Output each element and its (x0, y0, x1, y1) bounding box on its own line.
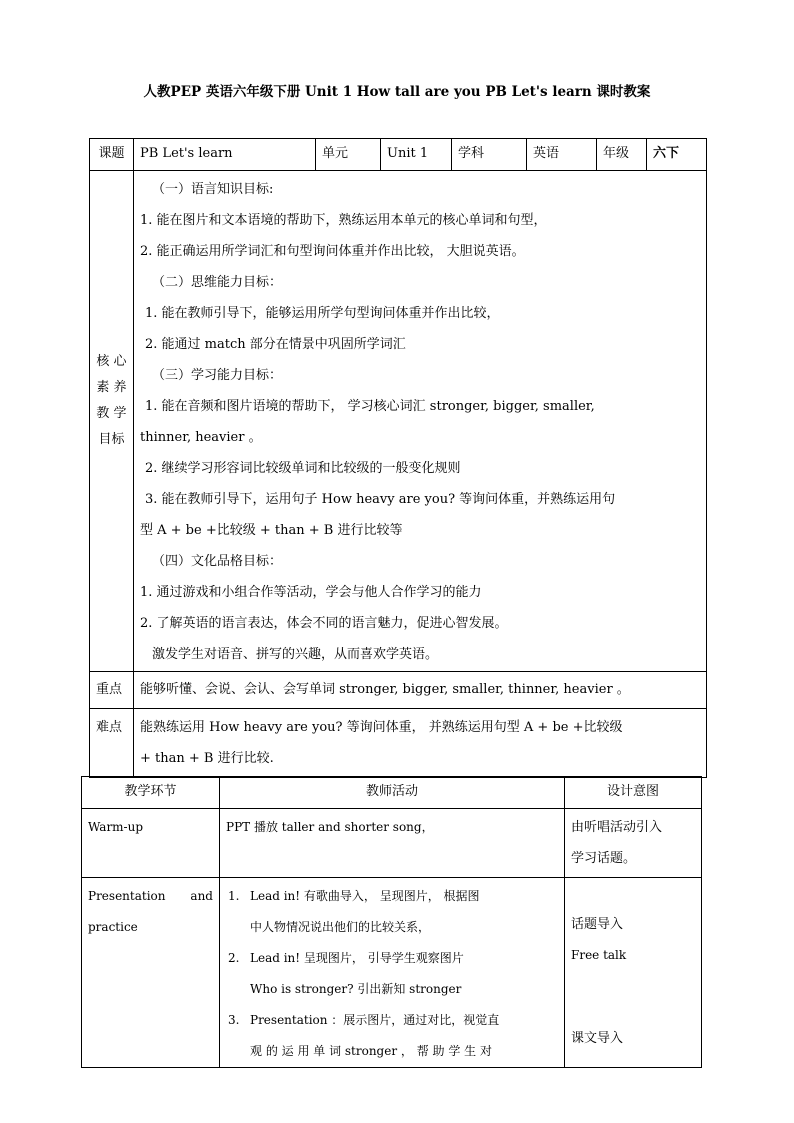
difficult-line: + than + B 进行比较. (140, 751, 274, 766)
unit-key: 单元 (322, 146, 349, 161)
stage-line: practice (88, 920, 138, 934)
item-number: 3. (228, 1013, 240, 1027)
objective-line: 2. 继续学习形容词比较级单词和比较级的一般变化规则 (145, 461, 461, 476)
activity-item (228, 881, 558, 943)
item-line: 中人物情况说出他们的比较关系， (250, 920, 431, 934)
unit-value: Unit 1 (387, 146, 429, 161)
difficult-point-row (90, 709, 707, 778)
intent-line: 学习话题。 (571, 851, 637, 866)
item-line: Who is stronger? 引出新知 stronger (250, 982, 462, 996)
intent-line: 课文导入 (571, 1031, 624, 1046)
topic-value: PB Let's learn (140, 146, 233, 161)
item-line: Presentation ：展示图片，通过对比，视觉直 (250, 1013, 500, 1027)
key-point-label: 重点 (96, 682, 123, 697)
core-objectives-row (90, 171, 707, 672)
objective-line: 1. 能在教师引导下，能够运用所学句型询问体重并作出比较， (145, 306, 500, 321)
stage-presentation (82, 878, 219, 946)
objective-line: 3. 能在教师引导下，运用句子 How heavy are you? 等询问体重，并熟练运用句 (145, 492, 616, 507)
objective-line: 1. 能在音频和图片语境的帮助下， 学习核心词汇 stronger, bigger, smaller, (145, 399, 595, 414)
item-line: Lead in! 有歌曲导入， 呈现图片， 根据图 (250, 889, 480, 903)
grade-value: 六下 (653, 146, 680, 161)
objective-line: 2. 能正确运用所学词汇和句型询问体重并作出比较， 大胆说英语。 (140, 244, 525, 259)
core-objectives (134, 171, 706, 670)
objective-line: 1. 能在图片和文本语境的帮助下，熟练运用本单元的核心单词和句型， (140, 213, 547, 228)
section-heading: （二）思维能力目标： (152, 275, 283, 290)
header-intent: 设计意图 (606, 784, 659, 799)
item-line: Lead in! 呈现图片， 引导学生观察图片 (250, 951, 464, 965)
intent-presentation (565, 878, 701, 1054)
topic-key: 课题 (98, 146, 125, 161)
objective-line: 型 A + be +比较级 + than + B 进行比较等 (140, 523, 403, 538)
process-table (81, 776, 702, 1068)
activity-item (228, 1005, 558, 1067)
activity-warmup: PPT 播放 taller and shorter song， (226, 820, 434, 834)
info-row (90, 139, 707, 171)
stage-line (88, 881, 213, 912)
objective-line: 2. 了解英语的语言表达，体会不同的语言魅力，促进心智发展。 (140, 616, 508, 631)
item-line: 观 的 运 用 单 词 stronger ， 帮 助 学 生 对 (250, 1044, 492, 1058)
objective-line: thinner, heavier 。 (140, 430, 262, 445)
activity-item (228, 943, 558, 1005)
objective-line: 激发学生对语音、拼写的兴趣，从而喜欢学英语。 (152, 647, 439, 662)
presentation-row (82, 878, 702, 1068)
section-heading: （四）文化品格目标： (152, 554, 283, 569)
intent-line: Free talk (571, 948, 627, 962)
key-point-text: 能够听懂、会说、会认、会写单词 stronger, bigger, smaller, thinner, heavier 。 (140, 682, 630, 697)
document-title: 人教PEP 英语六年级下册 Unit 1 How tall are you PB Let's learn 课时教案 (143, 84, 651, 100)
intent-warmup (565, 809, 701, 877)
difficult-line: 能熟练运用 How heavy are you? 等询问体重， 并熟练运用句型 A + be +比较级 (140, 720, 623, 735)
difficult-point-label: 难点 (96, 720, 123, 735)
grade-key: 年级 (603, 146, 630, 161)
section-heading: （三）学习能力目标： (152, 368, 283, 383)
process-header-row (82, 777, 702, 809)
intent-line: 话题导入 (571, 917, 624, 932)
warmup-row (82, 809, 702, 878)
core-label (90, 171, 133, 453)
activity-presentation (220, 878, 564, 1067)
subject-value: 英语 (533, 146, 560, 161)
core-label-line: 教 学 (96, 406, 127, 421)
header-activity: 教师活动 (365, 784, 418, 799)
core-label-line: 素 养 (96, 380, 127, 395)
core-label-line: 目标 (98, 432, 125, 447)
difficult-point-text (134, 709, 706, 777)
objective-line: 1. 通过游戏和小组合作等活动，学会与他人合作学习的能力 (140, 585, 482, 600)
stage-word: and (190, 889, 213, 903)
item-number: 2. (228, 951, 240, 965)
key-point-row (90, 672, 707, 709)
stage-warmup: Warm-up (88, 820, 144, 834)
header-stage: 教学环节 (124, 784, 177, 799)
stage-word: Presentation (88, 889, 166, 903)
subject-key: 学科 (458, 146, 485, 161)
intent-line: 由听唱活动引入 (571, 820, 663, 835)
section-heading: （一）语言知识目标: (152, 182, 274, 197)
objectives-table (89, 138, 707, 778)
objective-line: 2. 能通过 match 部分在情景中巩固所学词汇 (145, 337, 406, 352)
item-number: 1. (228, 889, 240, 903)
core-label-line: 核 心 (96, 354, 127, 369)
